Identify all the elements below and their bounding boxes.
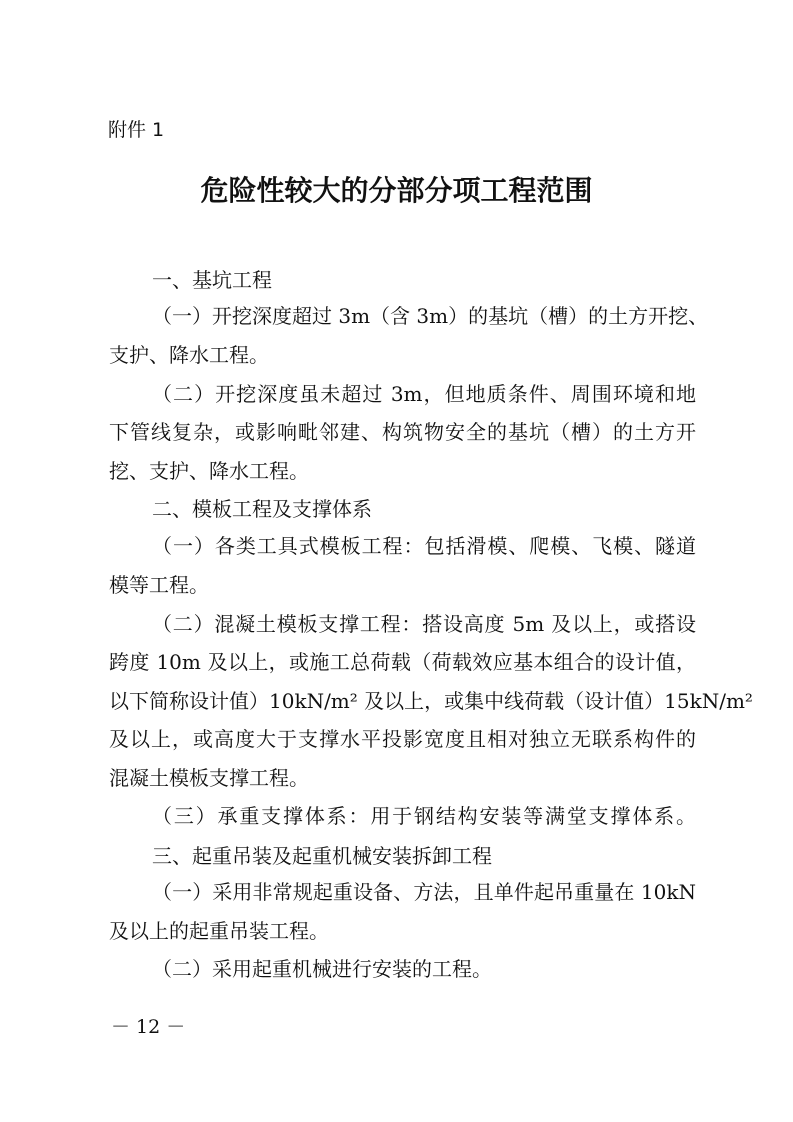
paragraph-line: （三）承重支撑体系：用于钢结构安装等满堂支撑体系。 — [152, 804, 696, 828]
paragraph-line: 以下简称设计值）10kN/m² 及以上，或集中线荷载（设计值）15kN/m² — [109, 689, 753, 713]
paragraph-line: （一）采用非常规起重设备、方法，且单件起吊重量在 10kN — [152, 880, 696, 904]
section-heading-lifting: 三、起重吊装及起重机械安装拆卸工程 — [152, 844, 492, 868]
page-number: － 12 － — [111, 1016, 186, 1038]
attachment-label: 附件 1 — [108, 119, 165, 141]
paragraph-line: （二）混凝土模板支撑工程：搭设高度 5m 及以上，或搭设 — [152, 612, 696, 636]
paragraph-line: 混凝土模板支撑工程。 — [109, 766, 309, 790]
paragraph-line: 下管线复杂，或影响毗邻建、构筑物安全的基坑（槽）的土方开 — [109, 420, 696, 444]
paragraph-line: 及以上的起重吊装工程。 — [109, 919, 329, 943]
paragraph-line: （二）开挖深度虽未超过 3m，但地质条件、周围环境和地 — [152, 382, 696, 406]
paragraph-line: 挖、支护、降水工程。 — [109, 459, 309, 483]
paragraph-line: 模等工程。 — [109, 573, 209, 597]
paragraph-line: 跨度 10m 及以上，或施工总荷载（荷载效应基本组合的设计值， — [109, 650, 696, 674]
section-heading-formwork: 二、模板工程及支撑体系 — [152, 497, 372, 521]
paragraph-line: 支护、降水工程。 — [109, 343, 269, 367]
section-heading-excavation: 一、基坑工程 — [152, 268, 272, 292]
page-title: 危险性较大的分部分项工程范围 — [200, 174, 593, 207]
paragraph-line: （一）各类工具式模板工程：包括滑模、爬模、飞模、隧道 — [152, 534, 696, 558]
paragraph-line: （一）开挖深度超过 3m（含 3m）的基坑（槽）的土方开挖、 — [152, 304, 709, 328]
paragraph-line: （二）采用起重机械进行安装的工程。 — [152, 957, 492, 981]
paragraph-line: 及以上，或高度大于支撑水平投影宽度且相对独立无联系构件的 — [109, 727, 696, 751]
